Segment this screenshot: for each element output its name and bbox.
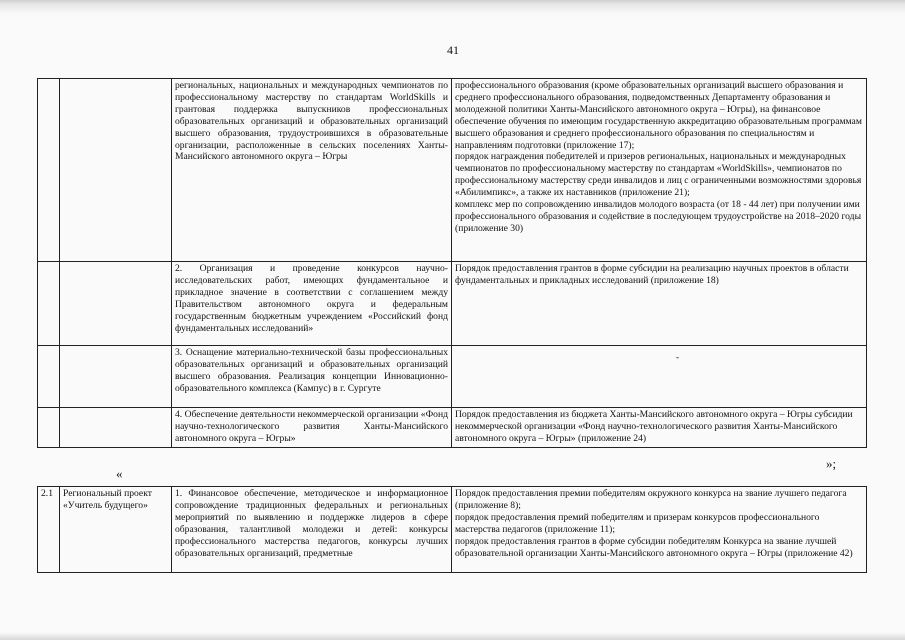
- number-cell: [38, 408, 60, 448]
- document-cell: [452, 408, 867, 448]
- document-text: Порядок предоставления грантов в форме субсидии на реализацию научных проектов в области фундаментальных и прикладных исследований (приложение 18): [455, 263, 849, 286]
- document-text: порядок предоставления грантов в форме субсидии победителям Конкурса на звание лучшей образовательной организации Ханты-Мансийского автономного округа – Югры (приложение 42): [455, 535, 853, 559]
- activity-text: 2. Организация и проведение конкурсов научно-исследовательских работ, имеющих фундаментальное и прикладное значение в соответствии с соглашением между Правительством автономного округа и федеральным государственным бюджетным учреждением «Российский фонд фундаментальных исследований»: [175, 263, 448, 334]
- table-row: [38, 262, 867, 346]
- opening-quote: «: [116, 466, 123, 481]
- table-row: [38, 487, 867, 573]
- table-row: [38, 79, 867, 262]
- project-cell: [60, 79, 172, 262]
- document-text: Порядок предоставления премии победителям окружного конкурса на звание лучшего педагога (приложение 8);: [455, 488, 847, 511]
- project-cell: Региональный проект «Учитель будущего»: [60, 487, 172, 573]
- document-cell: [452, 487, 867, 573]
- project-cell: [60, 262, 172, 346]
- document-text: -: [675, 352, 680, 363]
- project-cell: [60, 346, 172, 408]
- document-cell: [452, 346, 867, 408]
- page-number: 41: [447, 43, 459, 57]
- document-text: Порядок предоставления из бюджета Ханты-Мансийского автономного округа – Югры субсидии некоммерческой организации «Фонд научно-технологического развития Ханты-Мансийского автономного округа – Югры» (приложение 24): [455, 409, 853, 444]
- activity-text: 3. Оснащение материально-технической базы профессиональных образовательных организаций и образовательных организаций высшего образования. Реализация концепции Инновационно-образовательного комплекса (Кампус) в г. Сургуте: [175, 347, 448, 394]
- project-cell: [60, 408, 172, 448]
- closing-quote: »;: [826, 456, 837, 471]
- table-row: [38, 408, 867, 448]
- document-text: профессионального образования (кроме образовательных организаций высшего образования и среднего профессионального образования, подведомственных Департаменту образования и молодежной политики Ханты-Мансийского автономного округа – Югры), на финансовое обеспечение обучения по имеющим государственную аккредитацию образовательным программам высшего образования и среднего профессионального образования по специальностям и направлениям подготовки (приложение 17);: [455, 80, 862, 151]
- activity-cell: [172, 487, 452, 573]
- activity-text: региональных, национальных и международных чемпионатов по профессиональному мастерству по стандартам WorldSkills и грантовая поддержка выпускников профессиональных образовательных организаций и образовательных организаций высшего образования, трудоустроившихся в образовательные организации, расположенные в сельских поселениях Ханты-Мансийского автономного округа – Югры: [175, 80, 448, 163]
- activity-cell: [172, 79, 452, 262]
- activity-cell: [172, 262, 452, 346]
- scan-edge-bottom: [0, 632, 905, 640]
- table-row: [38, 346, 867, 408]
- program-table: [37, 78, 867, 448]
- document-text: порядок предоставления премий победителям и призерам конкурсов профессионального мастерства педагогов (приложение 11);: [455, 511, 820, 535]
- number-cell: [38, 79, 60, 262]
- activity-cell: [172, 408, 452, 448]
- activity-text: 1. Финансовое обеспечение, методическое и информационное сопровождение традиционных федеральных и региональных мероприятий по выявлению и поддержке лидеров в сфере образования, талантливой молодежи и детей: конкурсы профессионального мастерства педагогов, конкурсы лучших образовательных организаций, предметные: [175, 488, 448, 559]
- document-text: комплекс мер по сопровождению инвалидов молодого возраста (от 18 - 44 лет) при получении ими профессионального образования и содействие в последующем трудоустройстве на 2018–2020 годы (приложение 30): [455, 199, 862, 234]
- scan-edge-top: [0, 0, 905, 14]
- number-cell: 2.1: [38, 487, 60, 573]
- number-cell: [38, 262, 60, 346]
- number-cell: [38, 346, 60, 408]
- document-cell: [452, 79, 867, 262]
- program-table: [37, 486, 867, 573]
- activity-cell: [172, 346, 452, 408]
- document-cell: [452, 262, 867, 346]
- document-text: порядок награждения победителей и призеров региональных, национальных и международных чемпионатов по профессиональному мастерству по стандартам «WorldSkills», чемпионатов по профессиональному мастерству среди инвалидов и лиц с ограниченными возможностями здоровья «Абилимпикс», а также их наставников (приложение 21);: [455, 151, 862, 199]
- activity-text: 4. Обеспечение деятельности некоммерческой организации «Фонд научно-технологического развития Ханты-Мансийского автономного округа – Югры»: [175, 409, 448, 444]
